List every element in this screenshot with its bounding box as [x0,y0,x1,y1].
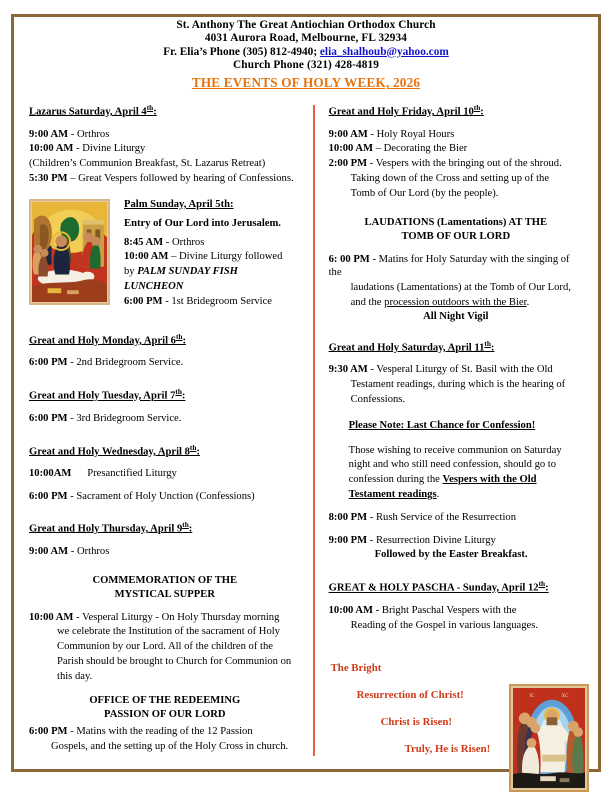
friday-procession-underline: procession outdoors with the Bier [384,296,527,308]
friday-matins-entry [329,253,583,281]
saturday-heading-text: Great and Holy Saturday, April 11 [328,342,485,354]
page-content [11,13,601,756]
friday-heading-sup: th [473,102,481,112]
thursday-heading [29,520,301,536]
lazarus-heading [29,103,301,119]
pascha-proclamation-block [329,662,583,756]
saturday-heading-sup: th [484,338,491,348]
church-address: 4031 Aurora Road, Melbourne, FL 32934 [204,32,408,45]
monday-heading-text: Great and Holy Monday, April 6 [29,335,176,347]
thursday-heading-sup: th [182,519,189,529]
pascha-entry-time: 10:00 AM [328,604,374,616]
saturday-note-line1: Those wishing to receive communion on Saturday [348,444,562,456]
laudations-title-line2: TOMB OF OUR LORD [401,231,511,243]
thursday-matins-entry [29,725,301,739]
section-holy-thursday [29,520,301,754]
monday-entry-time: 6:00 PM [29,357,68,369]
friday-entry-1-time: 9:00 AM [328,128,368,140]
pascha-red-line-1: The Bright [330,662,382,675]
section-holy-saturday [329,339,583,562]
palm-luncheon-line1: PALM SUNDAY FISH [137,266,238,278]
saturday-entry-3-text: - Resurrection Divine Liturgy [367,534,496,546]
palm-sunday-heading-text: Palm Sunday, April 5 [124,198,221,210]
section-pascha [329,579,583,756]
resurrection-icon-art [513,688,585,788]
thursday-vesperal-cont2: Communion by our Lord. All of the children of the [57,641,273,653]
email-link[interactable]: elia_shalhoub@yahoo.com [319,45,449,58]
friday-entry-2-time: 10:00 AM [328,143,374,155]
wednesday-entry-2 [29,490,301,504]
palm-sunday-subtitle: Entry of Our Lord into Jerusalem. [124,217,281,229]
saturday-note-line4 [329,488,583,502]
section-lazarus-saturday [29,103,301,186]
lazarus-heading-sup: th [146,102,154,112]
section-palm-sunday [29,199,301,310]
friday-entry-3-cont1: Taking down of the Cross and setting up of the [350,172,550,184]
priest-phone: Fr. Elia’s Phone (305) 812-4940; [163,45,320,58]
saturday-entry-2 [329,511,583,525]
friday-entry-2-text: – Decorating the Bier [373,143,468,155]
friday-matins-cont2-prefix: and the [350,296,385,308]
pascha-entry [329,604,583,618]
palm-entry-2-cont-prefix: by [124,266,138,278]
palm-luncheon-line2: LUNCHEON [124,281,184,293]
lazarus-entry-4 [29,172,301,186]
saturday-entry-3 [329,534,583,548]
friday-heading-text: Great and Holy Friday, April 10 [328,106,474,118]
lazarus-entry-2 [29,142,301,156]
lazarus-entry-1-text: - Orthros [68,128,110,140]
monday-entry-text: - 2nd Bridegroom Service. [67,357,184,369]
monday-heading [29,332,301,348]
pascha-entry-cont: Reading of the Gospel in various languages. [350,619,539,631]
please-note-heading: Please Note: Last Chance for Confession! [348,419,536,431]
thursday-vesperal-cont3: Parish should be brought to Church for Communion on [57,655,292,667]
svg-text:IC: IC [529,694,535,700]
saturday-entry-1-time: 9:30 AM [328,364,368,376]
church-name: St. Anthony The Great Antiochian Orthodox Church [176,19,436,31]
lazarus-entry-4-time: 5:30 PM [29,172,68,184]
saturday-entry-1 [329,363,583,377]
saturday-entry-2-time: 8:00 PM [328,511,368,523]
section-holy-tuesday [29,387,301,426]
friday-entry-3-time: 2:00 PM [328,158,368,170]
saturday-entry-1-cont1: Testament readings, during which is the hearing of [350,379,566,391]
office-title-line2: PASSION OF OUR LORD [104,708,226,720]
tuesday-heading-text: Great and Holy Tuesday, April 7 [29,390,176,402]
saturday-entry-1-text: - Vesperal Liturgy of St. Basil with the Old [367,364,553,376]
lazarus-entry-2-time: 10:00 AM [29,143,74,155]
lazarus-entry-1 [29,128,301,142]
wednesday-entry-1-text: Presanctified Liturgy [71,468,177,480]
palm-sunday-icon-art [32,202,107,302]
section-holy-wednesday [29,443,301,504]
thursday-entry-text: - Orthros [68,545,110,557]
monday-heading-sup: th [175,331,183,341]
palm-entry-1 [124,236,282,250]
palm-sunday-text [110,199,282,310]
saturday-note-line3 [329,473,583,487]
thursday-vesperal-cont4: this day. [57,670,93,682]
palm-sunday-heading-suffix: : [229,198,234,210]
tuesday-heading-suffix: : [181,390,186,402]
wednesday-heading-suffix: : [196,446,200,458]
thursday-matins-time: 6:00 PM [29,726,68,738]
friday-matins-cont2-suffix: . [526,296,530,308]
saturday-note-line2: night and who still need confession, should go to [348,459,557,471]
palm-entry-1-text: - Orthros [163,236,205,248]
document-header [29,19,583,91]
saturday-entry-3-cont: Followed by the Easter Breakfast. [374,549,528,561]
commemoration-title-line1: COMMEMORATION OF THE [92,575,238,587]
wednesday-entry-2-text: - Sacrament of Holy Unction (Confessions) [67,491,255,503]
tuesday-entry [29,412,301,426]
palm-entry-3-time: 6:00 PM [124,295,163,307]
lazarus-entry-3-text: (Children’s Communion Breakfast, St. Lazarus Retreat) [29,158,266,170]
wednesday-heading-text: Great and Holy Wednesday, April 8 [29,446,190,458]
thursday-vesperal-time: 10:00 AM [29,611,74,623]
thursday-heading-suffix: : [188,523,193,535]
pascha-heading [329,579,583,595]
friday-entry-2 [329,142,583,156]
lazarus-entry-1-time: 9:00 AM [29,128,69,140]
right-column [315,103,583,756]
tuesday-entry-time: 6:00 PM [29,412,68,424]
saturday-testament-underline: Testament readings [348,489,437,500]
lazarus-entry-3 [29,157,301,171]
pascha-red-line-4: Truly, He is Risen! [404,743,491,756]
thursday-vesperal-cont1: we celebrate the Institution of the sacrament of Holy [57,626,280,638]
two-column-body [29,103,583,756]
lazarus-entry-4-text: – Great Vespers followed by hearing of Confessions. [67,172,294,184]
friday-heading-suffix: : [480,106,484,118]
palm-sunday-heading [124,199,282,210]
tuesday-entry-text: - 3rd Bridegroom Service. [67,412,182,424]
pascha-red-line-3: Christ is Risen! [380,716,452,729]
wednesday-entry-2-time: 6:00 PM [29,491,68,503]
lazarus-heading-suffix: : [153,106,157,118]
palm-entry-2-time: 10:00 AM [124,251,169,263]
thursday-heading-text: Great and Holy Thursday, April 9 [29,523,183,535]
palm-entry-1-time: 8:45 AM [124,236,164,248]
tuesday-heading-sup: th [175,387,182,397]
palm-entry-2 [124,250,282,264]
page-title: THE EVENTS OF HOLY WEEK, 2026 [191,75,421,91]
palm-entry-2-cont [124,265,282,279]
lazarus-entry-2-text: - Divine Liturgy [73,143,146,155]
palm-entry-3-text: - 1st Bridegroom Service [162,295,272,307]
pascha-heading-sup: th [538,579,546,589]
palm-sunday-icon [29,199,110,305]
saturday-entry-3-time: 9:00 PM [328,534,368,546]
saturday-entry-1-cont2: Confessions. [350,393,406,405]
friday-matins-time: 6: 00 PM [328,253,370,265]
palm-entry-2-cont2 [124,280,282,294]
thursday-vesperal-text: - Vesperal Liturgy - On Holy Thursday morning [73,611,280,623]
wednesday-entry-1 [29,467,301,481]
pascha-heading-text: GREAT & HOLY PASCHA - Sunday, April 12 [328,582,539,594]
svg-text:XC: XC [561,694,569,700]
palm-sunday-heading-sup: th [220,198,230,210]
saturday-entry-2-text: - Rush Service of the Resurrection [367,511,517,523]
thursday-entry-time: 9:00 AM [29,545,69,557]
saturday-vespers-underline: Vespers with the Old [442,474,537,486]
all-night-vigil: All Night Vigil [423,310,489,322]
saturday-heading-suffix: : [490,342,495,354]
wednesday-heading-sup: th [189,442,197,452]
friday-entry-3-cont2: Tomb of Our Lord (by the people). [350,187,499,199]
monday-heading-suffix: : [182,335,186,347]
wednesday-entry-1-time: 10:00AM [29,468,72,480]
pascha-entry-text: - Bright Paschal Vespers with the [373,604,517,616]
saturday-note-line3-prefix: confession during the [348,474,443,486]
left-column [29,103,313,756]
friday-matins-cont2 [329,296,583,310]
friday-entry-1-text: - Holy Royal Hours [367,128,455,140]
monday-entry [29,356,301,370]
laudations-title-line1: LAUDATIONS (Lamentations) AT THE [364,217,548,229]
friday-matins-cont1: laudations (Lamentations) at the Tomb of Our Lord, [350,282,571,294]
church-phone: Church Phone (321) 428-4819 [233,58,379,71]
pascha-heading-suffix: : [545,582,549,594]
section-holy-friday [329,103,583,322]
palm-entry-2-text: – Divine Liturgy followed [168,251,283,263]
friday-entry-1 [329,128,583,142]
saturday-heading [329,339,583,355]
thursday-vesperal-entry [29,611,301,625]
lazarus-heading-text: Lazarus Saturday, April 4 [29,106,147,118]
office-title-line1: OFFICE OF THE REDEEMING [89,695,241,707]
friday-entry-3 [329,157,583,171]
priest-contact-line [29,46,583,59]
friday-heading [329,103,583,119]
saturday-note-line4-suffix: . [436,489,440,500]
palm-entry-3 [124,295,282,309]
resurrection-icon [509,684,589,792]
tuesday-heading [29,387,301,403]
thursday-matins-cont: Gospels, and the setting up of the Holy Cross in church. [51,741,289,753]
wednesday-heading [29,443,301,459]
section-holy-monday [29,332,301,371]
thursday-entry [29,545,301,559]
friday-entry-3-text: - Vespers with the bringing out of the shroud. [367,158,562,170]
thursday-matins-text: - Matins with the reading of the 12 Passion [67,726,253,738]
commemoration-title-line2: MYSTICAL SUPPER [114,588,215,600]
friday-matins-text: - Matins for Holy Saturday with the singing of the [328,253,570,279]
pascha-red-line-2: Resurrection of Christ! [356,689,464,702]
